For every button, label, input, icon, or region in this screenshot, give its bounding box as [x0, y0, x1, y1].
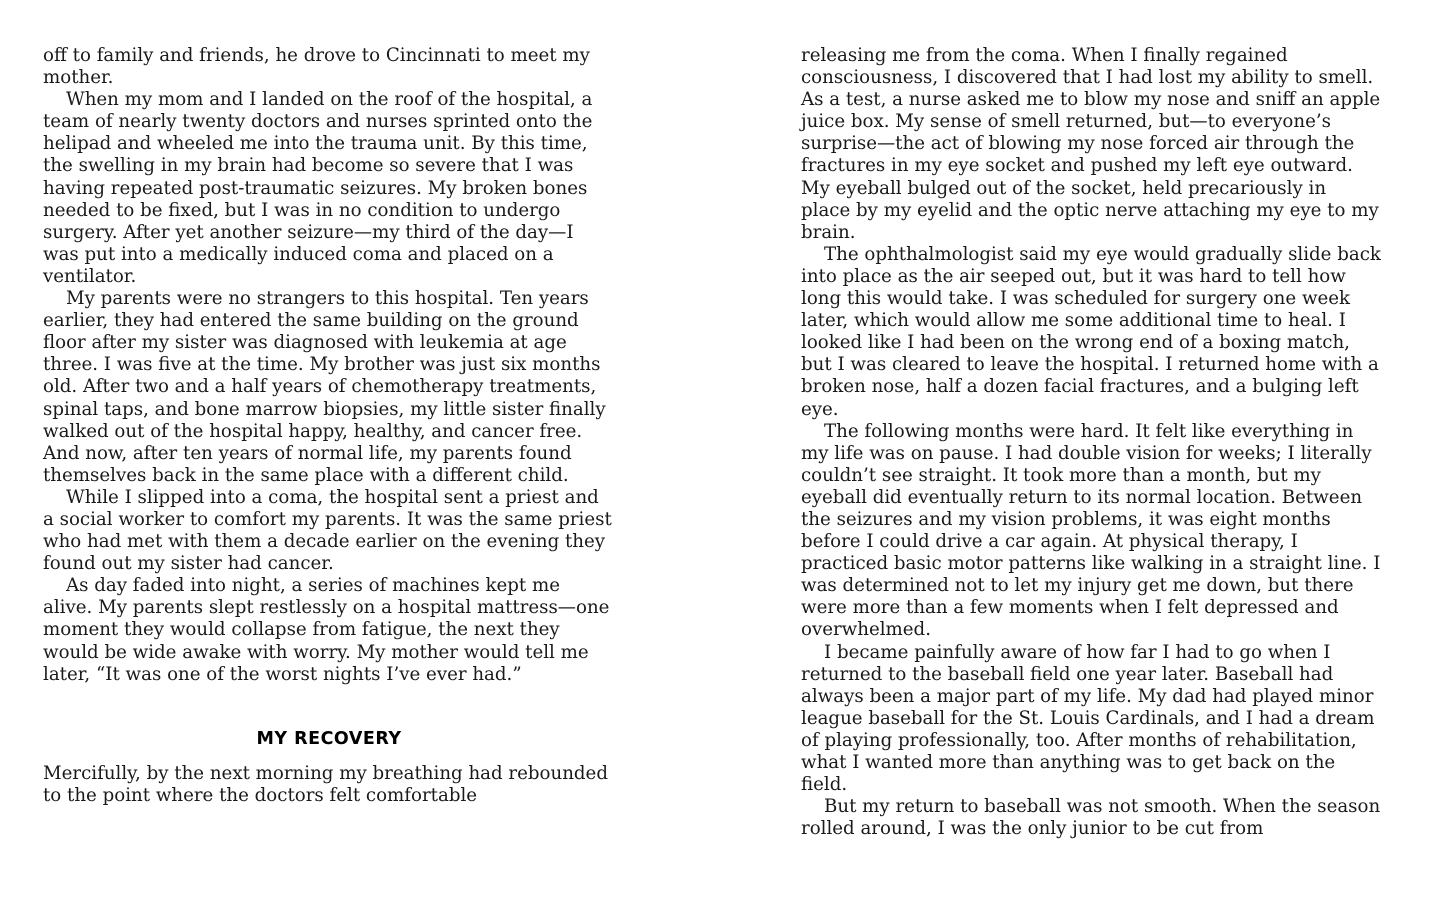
- paragraph: I became painfully aware of how far I had to go when I returned to the baseball field one year later. Baseball had always been a major part of my life. My dad had played minor league baseball for the St. Louis Cardinals, and I had a dream of playing professionally, too. After months of rehabilitation, what I wanted more than anything was to get back on the field.: [801, 641, 1375, 796]
- paragraph: off to family and friends, he drove to Cincinnati to meet my mother.: [43, 45, 590, 89]
- paragraph: The following months were hard. It felt like everything in my life was on pause. I had double vision for weeks; I literally couldn’t see straight. It took more than a month, but my eyeball did eventually return to its normal location. Between the seizures and my vision problems, it was eight months before I could drive a car again. At physical therapy, I practiced basic motor patterns like walking in a straight line. I was determined not to let my injury get me down, but there were more than a few moments when I felt depressed and overwhelmed.: [801, 420, 1381, 641]
- left-page: [43, 45, 615, 807]
- paragraph: Mercifully, by the next morning my breathing had rebounded to the point where the doctors felt comfortable: [43, 762, 608, 806]
- paragraph: releasing me from the coma. When I finally regained consciousness, I discovered that I had lost my ability to smell. As a test, a nurse asked me to blow my nose and sniff an apple juice box. My sense of smell returned, but—to everyone’s surprise—the act of blowing my nose forced air through the fractures in my eye socket and pushed my left eye outward. My eyeball bulged out of the socket, held precariously in place by my eyelid and the optic nerve attaching my eye to my brain.: [801, 45, 1381, 243]
- section-heading: MY RECOVERY: [256, 728, 402, 749]
- paragraph: When my mom and I landed on the roof of the hospital, a team of nearly twenty doctors and nurses sprinted onto the helipad and wheeled me into the trauma unit. By this time, the swelling in my brain had become so severe that I was having repeated post-traumatic seizures. My broken bones needed to be fixed, but I was in no condition to undergo surgery. After yet another seizure—my third of the day—I was put into a medically induced coma and placed on a ventilator.: [43, 89, 593, 287]
- paragraph: While I slipped into a coma, the hospital sent a priest and a social worker to comfort my parents. It was the same priest who had met with them a decade earlier on the evening they found out my sister had cancer.: [43, 486, 612, 575]
- paragraph: The ophthalmologist said my eye would gradually slide back into place as the air seeped out, but it was hard to tell how long this would take. I was scheduled for surgery one week later, which would allow me some additional time to heal. I looked like I had been on the wrong end of a boxing match, but I was cleared to leave the hospital. I returned home with a broken nose, half a dozen facial fractures, and a bulging left eye.: [801, 243, 1381, 420]
- right-page: [801, 45, 1381, 840]
- paragraph: As day faded into night, a series of machines kept me alive. My parents slept restlessly on a hospital mattress—one moment they would collapse from fatigue, the next they would be wide awake with worry. My mother would tell me later, “It was one of the worst nights I’ve ever had.”: [43, 575, 610, 685]
- paragraph: My parents were no strangers to this hospital. Ten years earlier, they had entered the same building on the ground floor after my sister was diagnosed with leukemia at age three. I was five at the time. My brother was just six months old. After two and a half years of chemotherapy treatments, spinal taps, and bone marrow biopsies, my little sister finally walked out of the hospital happy, healthy, and cancer free. And now, after ten years of normal life, my parents found themselves back in the same place with a different child.: [43, 288, 606, 486]
- paragraph: But my return to baseball was not smooth. When the season rolled around, I was the only junior to be cut from: [801, 796, 1381, 840]
